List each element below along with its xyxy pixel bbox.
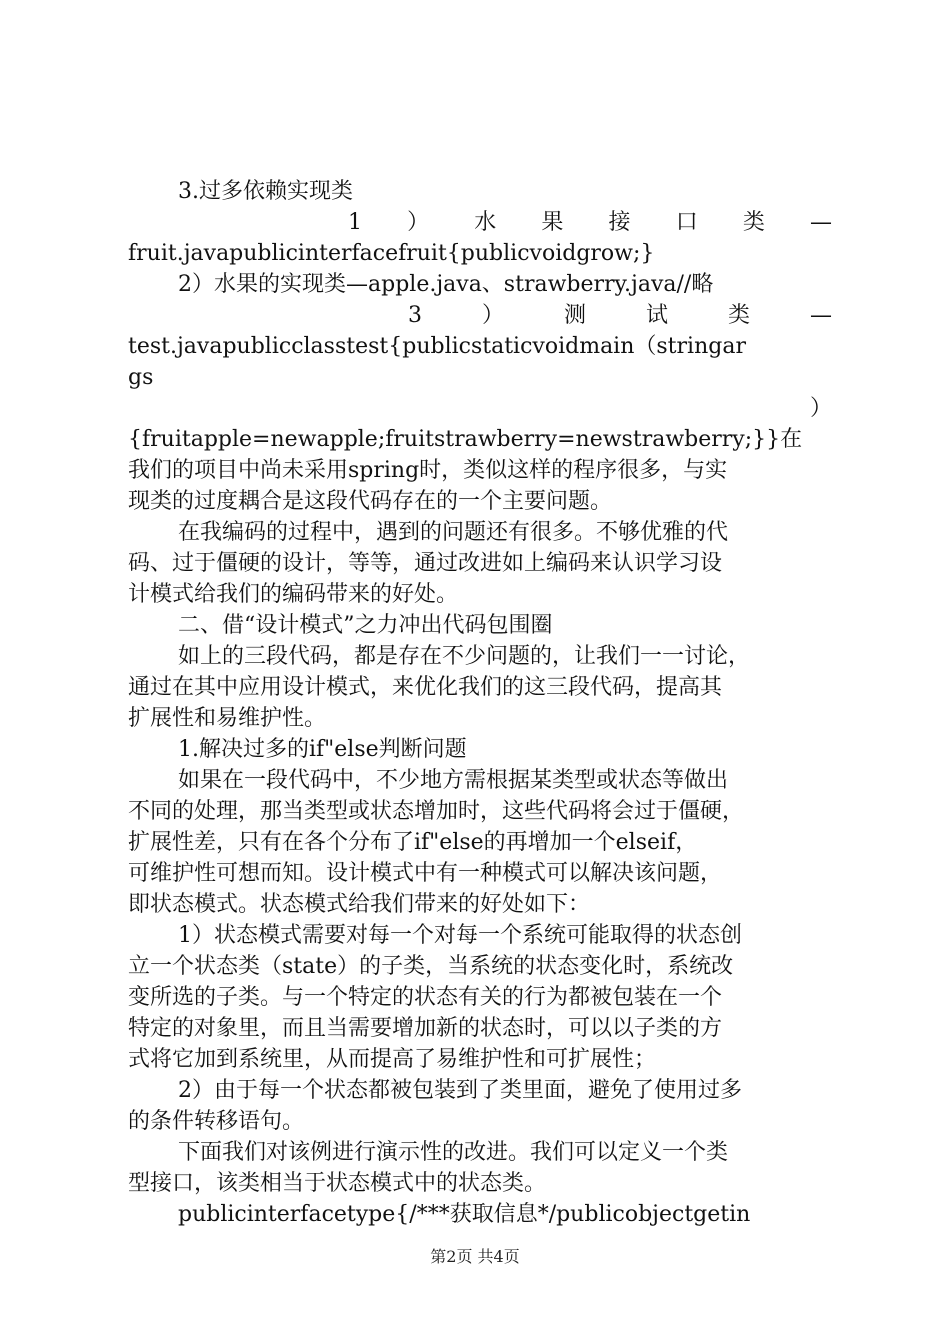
text-line: 特定的对象里，而且当需要增加新的状态时，可以以子类的方 [128, 1016, 723, 1041]
text-token: — [809, 210, 832, 235]
text-line: test.javapublicclasstest{publicstaticvoidmain（stringar [128, 334, 746, 359]
text-line: 式将它加到系统里，从而提高了易维护性和可扩展性； [128, 1047, 657, 1072]
text-line: 可维护性可想而知。设计模式中有一种模式可以解决该问题， [128, 861, 723, 886]
text-line: 通过在其中应用设计模式，来优化我们的这三段代码，提高其 [128, 675, 723, 700]
section-heading: 3.过多依赖实现类 [178, 179, 353, 204]
text-token: 测 [563, 303, 586, 328]
text-token: 1 [348, 210, 362, 235]
text-line: 我们的项目中尚未采用spring时，类似这样的程序很多，与实 [128, 458, 728, 483]
paragraph-start: publicinterfacetype{/***获取信息*/publicobjectgetin [178, 1202, 751, 1227]
text-token: 试 [645, 303, 668, 328]
text-line: 计模式给我们的编码带来的好处。 [128, 582, 459, 607]
text-token: 果 [541, 210, 564, 235]
subsection-heading: 1.解决过多的if"else判断问题 [178, 737, 467, 762]
text-token: 3 [408, 303, 422, 328]
text-line: fruit.javapublicinterfacefruit{publicvoidgrow;} [128, 241, 655, 266]
text-line: 扩展性和易维护性。 [128, 706, 327, 731]
text-token: ） [481, 303, 504, 328]
text-line: {fruitapple=newapple;fruitstrawberry=newstrawberry;}}在 [128, 427, 803, 452]
section-heading: 二、借“设计模式”之力冲出代码包围圈 [178, 613, 553, 638]
document-body [128, 176, 832, 1230]
text-token: 水 [474, 210, 497, 235]
paragraph-start: 在我编码的过程中，遇到的问题还有很多。不够优雅的代 [178, 520, 729, 545]
text-token: 接 [608, 210, 631, 235]
justified-line [128, 300, 832, 331]
text-line: gs [128, 365, 154, 390]
text-token: 类 [727, 303, 750, 328]
text-line: 立一个状态类（state）的子类，当系统的状态变化时，系统改 [128, 954, 734, 979]
paragraph-start: 下面我们对该例进行演示性的改进。我们可以定义一个类 [178, 1140, 729, 1165]
text-line: ） [809, 396, 832, 421]
text-line: 型接口，该类相当于状态模式中的状态类。 [128, 1171, 547, 1196]
text-token: — [809, 303, 832, 328]
text-token: ） [407, 210, 430, 235]
paragraph-start: 如果在一段代码中，不少地方需根据某类型或状态等做出 [178, 768, 729, 793]
justified-line [128, 207, 832, 238]
paragraph-start: 1）状态模式需要对每一个对每一个系统可能取得的状态创 [178, 923, 742, 948]
text-line: 现类的过度耦合是这段代码存在的一个主要问题。 [128, 489, 613, 514]
text-line: 变所选的子类。与一个特定的状态有关的行为都被包装在一个 [128, 985, 723, 1010]
text-line: 扩展性差，只有在各个分布了if"else的再增加一个elseif， [128, 830, 698, 855]
text-line: 码、过于僵硬的设计，等等，通过改进如上编码来认识学习设 [128, 551, 723, 576]
text-token: 类 [742, 210, 765, 235]
paragraph-start: 2）由于每一个状态都被包装到了类里面，避免了使用过多 [178, 1078, 742, 1103]
text-line: 的条件转移语句。 [128, 1109, 305, 1134]
text-token: 口 [675, 210, 698, 235]
text-line: 2）水果的实现类—apple.java、strawberry.java//略 [178, 272, 714, 297]
paragraph-start: 如上的三段代码，都是存在不少问题的，让我们一一讨论， [178, 644, 751, 669]
page-number-footer: 第2页 共4页 [430, 1247, 520, 1266]
text-line: 不同的处理，那当类型或状态增加时，这些代码将会过于僵硬， [128, 799, 745, 824]
text-line: 即状态模式。状态模式给我们带来的好处如下： [128, 892, 591, 917]
